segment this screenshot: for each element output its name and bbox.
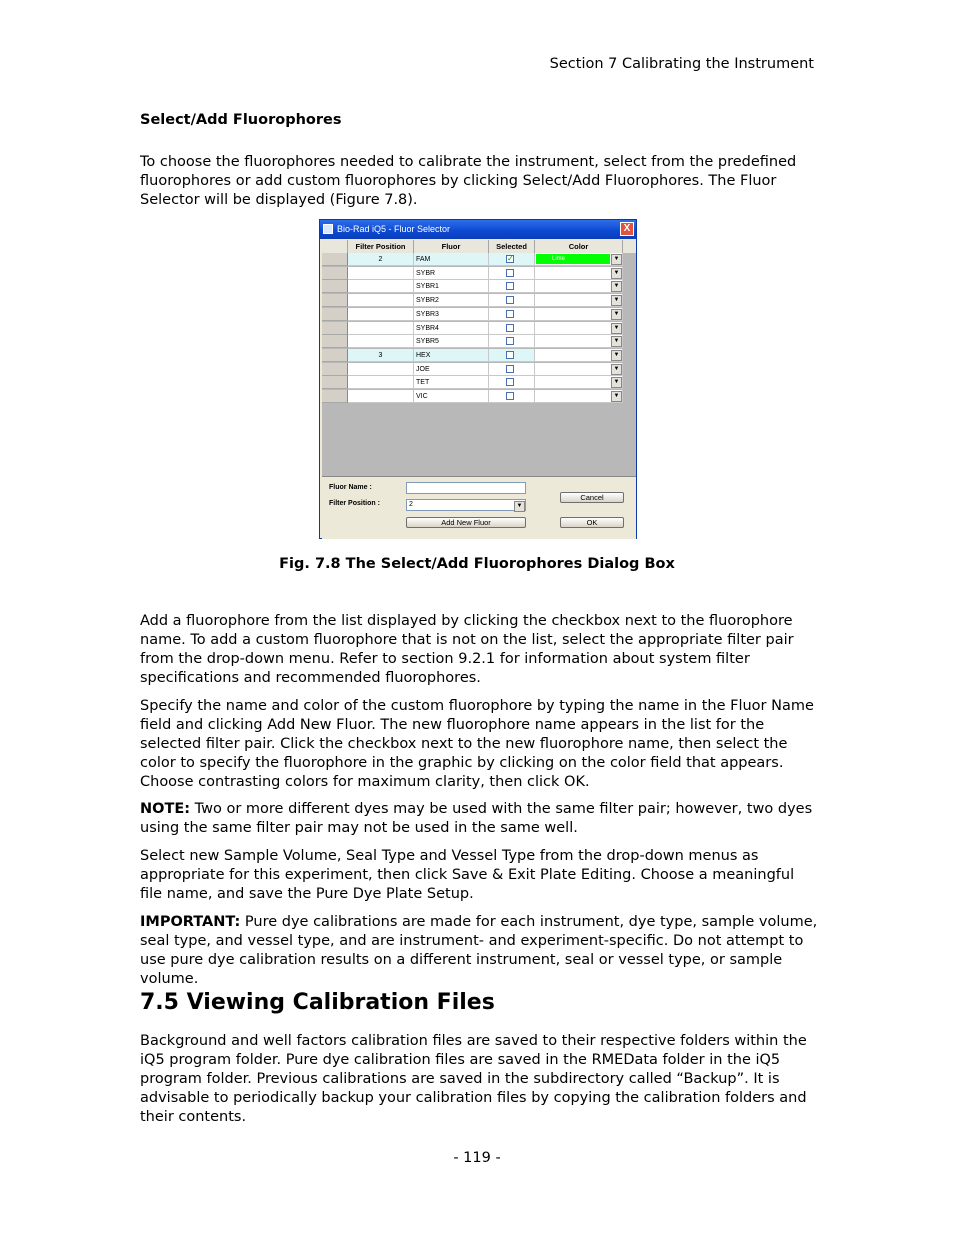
filter-position-cell	[348, 280, 414, 293]
fluor-cell: SYBR3	[414, 308, 489, 321]
checkbox[interactable]	[506, 337, 514, 345]
checkbox[interactable]	[506, 378, 514, 386]
running-header: Section 7 Calibrating the Instrument	[549, 56, 814, 72]
row-header[interactable]	[322, 322, 348, 335]
cancel-button[interactable]: Cancel	[560, 492, 624, 503]
filter-position-value: 2	[409, 501, 413, 508]
row-header[interactable]	[322, 363, 348, 376]
filter-position-cell	[348, 308, 414, 321]
fluor-cell: SYBR1	[414, 280, 489, 293]
checkbox[interactable]	[506, 269, 514, 277]
color-cell[interactable]	[535, 335, 623, 348]
filter-position-cell: 3	[348, 349, 414, 362]
paragraph-specify-name: Specify the name and color of the custom fluorophore by typing the name in the Fluor Name field and clicking Add New Fluor. The new fluorophore name appears in the list for the selected filter pair. Click the checkbox next to the new fluorophore name, then select the color to specify the fluorophore in the graphic by clicking on the color field that appears. Choose contrasting colors for maximum clarity, then click OK.	[140, 698, 814, 790]
app-icon	[323, 224, 333, 234]
filter-position-cell	[348, 390, 414, 403]
chevron-down-icon[interactable]: ▼	[611, 377, 622, 388]
col-filter-position[interactable]: Filter Position	[348, 240, 414, 253]
table-row[interactable]	[322, 390, 636, 403]
selected-cell	[489, 253, 535, 266]
color-cell[interactable]	[535, 349, 623, 362]
note-label: NOTE:	[140, 801, 191, 817]
filter-position-label: Filter Position :	[329, 500, 380, 507]
color-cell[interactable]	[535, 390, 623, 403]
note-text: Two or more different dyes may be used with the same filter pair; however, two dyes using the same filter pair may not be used in the same well.	[140, 801, 813, 836]
color-cell[interactable]	[535, 376, 623, 389]
chevron-down-icon[interactable]: ▼	[514, 501, 525, 512]
color-swatch[interactable]: Lime	[536, 254, 610, 264]
selected-cell	[489, 390, 535, 403]
checkbox-checked[interactable]: ✓	[507, 254, 514, 263]
chevron-down-icon[interactable]: ▼	[611, 295, 622, 306]
row-header[interactable]	[322, 349, 348, 362]
grid-header	[322, 240, 636, 253]
paragraph-add-fluorophore: Add a fluorophore from the list displayed by clicking the checkbox next to the fluorophore name. To add a custom fluorophore that is not on the list, select the appropriate filter pair from the drop-down menu. Refer to section 9.2.1 for information about system filter specifications and recommended fluorophores.	[140, 613, 794, 686]
row-header[interactable]	[322, 308, 348, 321]
dialog-footer	[322, 476, 636, 539]
row-header[interactable]	[322, 267, 348, 280]
color-cell[interactable]	[535, 267, 623, 280]
chevron-down-icon[interactable]: ▼	[611, 323, 622, 334]
selected-cell	[489, 294, 535, 307]
filter-position-select[interactable]	[406, 499, 526, 511]
filter-position-cell	[348, 267, 414, 280]
filter-position-cell: 2	[348, 253, 414, 266]
fluor-selector-dialog	[319, 219, 637, 539]
figure-caption: Fig. 7.8 The Select/Add Fluorophores Dialog Box	[279, 556, 675, 572]
chevron-down-icon[interactable]: ▼	[611, 364, 622, 375]
chevron-down-icon[interactable]: ▼	[611, 254, 622, 265]
chevron-down-icon[interactable]: ▼	[611, 350, 622, 361]
chevron-down-icon[interactable]: ▼	[611, 309, 622, 320]
fluor-grid	[322, 240, 636, 493]
col-color[interactable]: Color	[535, 240, 623, 253]
color-cell[interactable]	[535, 308, 623, 321]
fluor-cell: SYBR2	[414, 294, 489, 307]
col-selected[interactable]: Selected	[489, 240, 535, 253]
table-row[interactable]	[322, 349, 636, 362]
page-number: - 119 -	[453, 1150, 501, 1166]
close-button[interactable]: X	[620, 222, 634, 236]
chevron-down-icon[interactable]: ▼	[611, 281, 622, 292]
selected-cell	[489, 363, 535, 376]
dialog-titlebar	[320, 220, 636, 239]
table-row[interactable]	[322, 308, 636, 321]
checkbox[interactable]	[506, 282, 514, 290]
color-cell[interactable]	[535, 294, 623, 307]
add-new-fluor-button[interactable]: Add New Fluor	[406, 517, 526, 528]
paragraph-select-volume: Select new Sample Volume, Seal Type and Vessel Type from the drop-down menus as appropriate for this experiment, then click Save & Exit Plate Editing. Choose a meaningful file name, and save the Pure Dye Plate Setup.	[140, 848, 795, 902]
table-row[interactable]	[322, 253, 636, 266]
table-row[interactable]	[322, 267, 636, 280]
fluor-cell: SYBR4	[414, 322, 489, 335]
selected-cell	[489, 322, 535, 335]
subheading: Select/Add Fluorophores	[140, 112, 342, 128]
filter-position-cell	[348, 376, 414, 389]
fluor-cell: VIC	[414, 390, 489, 403]
row-header[interactable]	[322, 335, 348, 348]
fluor-cell: FAM	[414, 253, 489, 266]
chevron-down-icon[interactable]: ▼	[611, 391, 622, 402]
chevron-down-icon[interactable]: ▼	[611, 268, 622, 279]
table-row[interactable]	[322, 363, 636, 376]
selected-cell	[489, 267, 535, 280]
checkbox[interactable]	[506, 392, 514, 400]
chevron-down-icon[interactable]: ▼	[611, 336, 622, 347]
selected-cell	[489, 376, 535, 389]
table-row[interactable]	[322, 294, 636, 307]
row-header[interactable]	[322, 390, 348, 403]
paragraph-important	[140, 913, 820, 989]
section-heading: 7.5 Viewing Calibration Files	[140, 990, 495, 1015]
checkbox[interactable]	[506, 324, 514, 332]
row-header[interactable]	[322, 294, 348, 307]
selected-cell	[489, 349, 535, 362]
important-text: Pure dye calibrations are made for each instrument, dye type, sample volume, seal type, and vessel type, and are instrument- and experiment-specific. Do not attempt to use pure dye calibration results on a different instrument, seal or vessel type, or sample volume.	[140, 914, 818, 987]
paragraph-note	[140, 800, 820, 838]
checkbox[interactable]	[506, 365, 514, 373]
col-fluor[interactable]: Fluor	[414, 240, 489, 253]
selected-cell	[489, 280, 535, 293]
fluor-name-label: Fluor Name :	[329, 484, 372, 491]
dialog-title: Bio-Rad iQ5 - Fluor Selector	[337, 224, 451, 234]
row-header[interactable]	[322, 253, 348, 266]
filter-position-cell	[348, 294, 414, 307]
important-label: IMPORTANT:	[140, 914, 241, 930]
selected-cell	[489, 308, 535, 321]
filter-position-cell	[348, 363, 414, 376]
table-row[interactable]	[322, 376, 636, 389]
checkbox[interactable]	[506, 351, 514, 359]
fluor-cell: TET	[414, 376, 489, 389]
fluor-cell: HEX	[414, 349, 489, 362]
checkbox[interactable]	[506, 296, 514, 304]
fluor-cell: SYBR5	[414, 335, 489, 348]
row-header[interactable]	[322, 280, 348, 293]
color-cell[interactable]	[535, 322, 623, 335]
checkbox[interactable]	[506, 310, 514, 318]
filter-position-cell	[348, 322, 414, 335]
fluor-cell: JOE	[414, 363, 489, 376]
color-cell[interactable]	[535, 280, 623, 293]
row-header-corner	[322, 240, 348, 253]
section-paragraph: Background and well factors calibration files are saved to their respective folders within the iQ5 program folder. Pure dye calibration files are saved in the RMEData folder in the iQ5 program folder. Previous calibrations are saved in the subdirectory called “Backup”. It is advisable to periodically backup your calibration files by copying the calibration folders and their contents.	[140, 1033, 807, 1125]
fluor-name-input[interactable]	[406, 482, 526, 494]
table-row[interactable]	[322, 322, 636, 335]
row-header[interactable]	[322, 376, 348, 389]
table-row[interactable]	[322, 280, 636, 293]
selected-cell	[489, 335, 535, 348]
color-cell[interactable]	[535, 363, 623, 376]
intro-paragraph: To choose the fluorophores needed to calibrate the instrument, select from the predefined fluorophores or add custom fluorophores by clicking Select/Add Fluorophores. The Fluor Selector will be displayed (Figure 7.8).	[140, 154, 797, 208]
table-row[interactable]	[322, 335, 636, 348]
filter-position-cell	[348, 335, 414, 348]
fluor-cell: SYBR	[414, 267, 489, 280]
color-cell[interactable]	[535, 253, 623, 266]
ok-button[interactable]: OK	[560, 517, 624, 528]
